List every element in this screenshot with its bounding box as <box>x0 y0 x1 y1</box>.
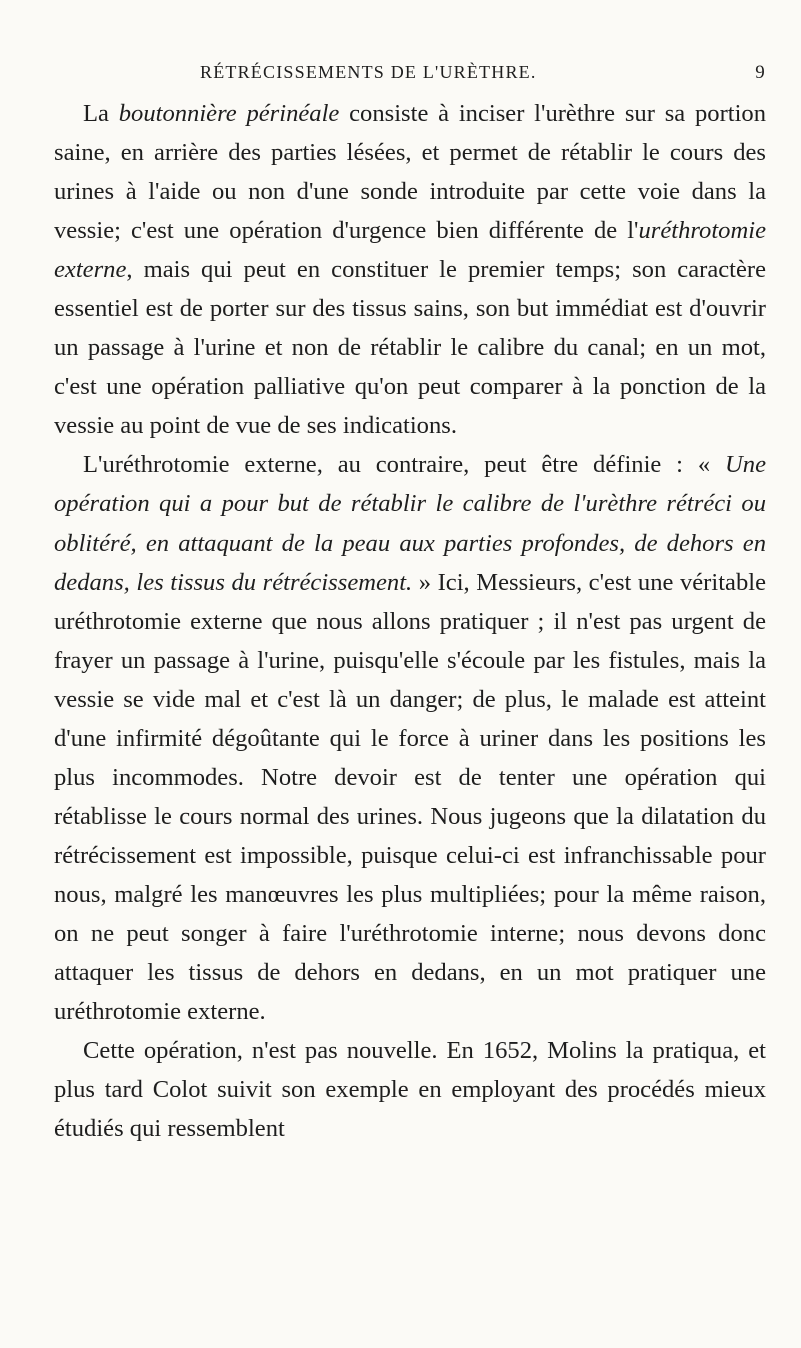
paragraph-boutonniere <box>54 94 766 445</box>
text-run: , mais qui peut en constituer le premier temps; son caractère essentiel est de porter sur des tissus sains, son but immédiat est d'ouvrir un passage à l'urine et non de rétablir le calibre du canal; en un mot, c'est une opération palliative qu'on peut comparer à la ponction de la vessie au point de vue de ses indications. <box>54 256 766 440</box>
running-title: RÉTRÉCISSEMENTS DE L'URÈTHRE. <box>200 62 537 82</box>
paragraph-historique <box>54 1031 766 1148</box>
text-run: » Ici, Messieurs, c'est une véritable uréthrotomie externe que nous allons pratiquer ; il n'est pas urgent de frayer un passage à l'urine, puisqu'elle s'écoule par les fistules, mais la vessie se vide mal et c'est là un danger; de plus, le malade est atteint d'une infirmité dégoûtante qui le force à uriner dans les positions les plus incommodes. Notre devoir est de tenter une opération qui rétablisse le cours normal des urines. Nous jugeons que la dilatation du rétrécissement est impossible, puisque celui-ci est infranchissable pour nous, malgré les manœuvres les plus multipliées; pour la même raison, on ne peut songer à faire l'uréthrotomie interne; nous devons donc attaquer les tissus de dehors en dedans, en un mot pratiquer une uréthrotomie externe. <box>54 568 766 1026</box>
italic-term: uréthrotomie externe <box>54 217 766 284</box>
page-number: 9 <box>755 62 766 83</box>
body-text <box>54 94 766 1148</box>
text-run: consiste à inciser l'urèthre sur sa portion saine, en arrière des parties lésées, et permet de rétablir le cours des urines à l'aide ou non d'une sonde introduite par cette voie dans la vessie; c'est une opération d'urgence bien différente de l' <box>54 100 767 245</box>
paragraph-urethrotomie-externe <box>54 445 766 1031</box>
italic-definition: Une opération qui a pour but de rétablir le calibre de l'urèthre rétréci ou oblitéré, en attaquant de la peau aux parties profondes, de dehors en dedans, les tissus du rétrécissement. <box>54 451 766 596</box>
text-run: L'uréthrotomie externe, au contraire, peut être définie : « <box>83 451 726 479</box>
running-header <box>54 50 766 83</box>
italic-term: boutonnière périnéale <box>118 100 340 127</box>
text-run: Cette opération, n'est pas nouvelle. En 1652, Molins la pratiqua, et plus tard Colot suivit son exemple en employant des procédés mieux étudiés qui ressemblent <box>54 1037 766 1143</box>
text-run: La <box>83 100 119 127</box>
book-page <box>54 50 766 1148</box>
